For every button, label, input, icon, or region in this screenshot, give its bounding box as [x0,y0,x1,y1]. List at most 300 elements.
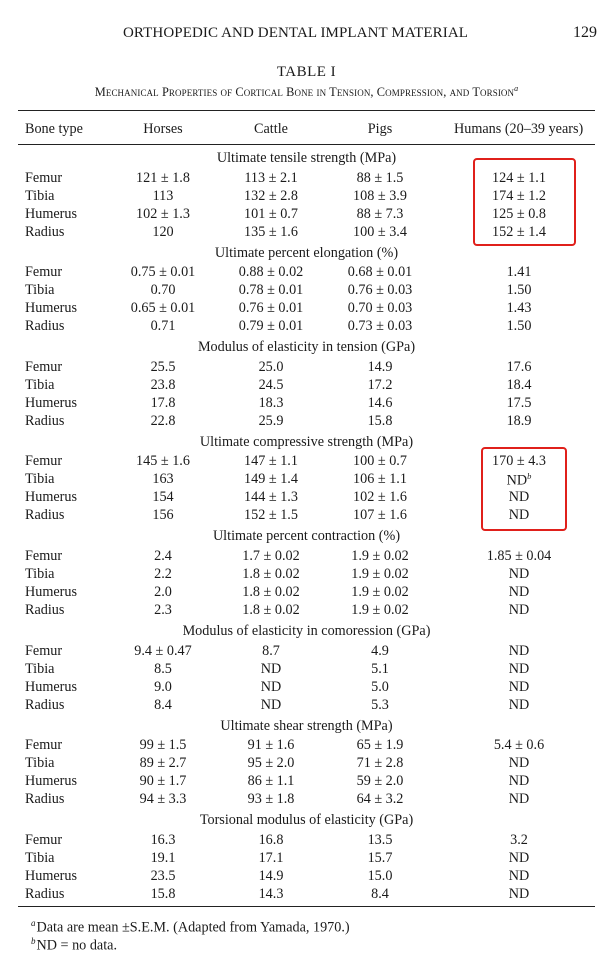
table-cell-horses [103,453,223,470]
cell-value: 15.7 [367,849,393,866]
table-cell-cattle [211,755,331,772]
cell-value: ND [508,507,530,524]
table-cell-horses [103,643,223,660]
column-header-cattle: Cattle [254,121,288,137]
cell-value: ND [508,601,530,618]
table-cell-cattle [211,868,331,885]
cell-value: 5.0 [371,678,389,695]
cell-value: 0.65 ± 0.01 [130,300,196,317]
page-number: 129 [573,24,597,41]
table-cell-humans [459,679,579,696]
cell-value: 86 ± 1.1 [247,773,295,790]
table-cell-horses [103,264,223,281]
cell-value: 18.3 [258,394,284,411]
row-label: Tibia [25,376,55,393]
cell-value: 16.8 [258,831,284,848]
table-cell-cattle [211,643,331,660]
table-cell-horses [103,489,223,506]
cell-value: 1.8 ± 0.02 [242,601,300,618]
cell-value: 1.9 ± 0.02 [351,601,409,618]
table-cell-pigs [320,282,440,299]
cell-value: 71 ± 2.8 [356,755,404,772]
cell-footnote-mark: b [527,471,532,482]
table-cell-humans [459,566,579,583]
table-cell-pigs [320,755,440,772]
table-cell-humans [459,886,579,903]
table-cell-pigs [320,453,440,470]
table-cell-cattle [211,359,331,376]
table-cell-horses [103,395,223,412]
table-cell-cattle [211,489,331,506]
table-cell-pigs [320,791,440,808]
column-header-horses: Horses [143,121,183,137]
table-cell-cattle [211,850,331,867]
row-label: Radius [25,791,65,808]
table-cell-cattle [211,661,331,678]
cell-value: 113 [152,187,174,204]
row-label: Humerus [25,489,78,506]
section-title: Ultimate shear strength (MPa) [220,717,393,734]
cell-value: 102 ± 1.6 [353,489,407,506]
row-label: Radius [25,696,65,713]
table-cell-cattle [211,566,331,583]
table-cell-humans [459,832,579,849]
table-cell-pigs [320,548,440,565]
cell-value: 16.3 [150,831,176,848]
cell-value: 3.2 [510,831,528,848]
table-cell-cattle [211,206,331,223]
table-cell-cattle [211,886,331,903]
footnote-a-text: Data are mean ±S.E.M. (Adapted from Yamada, 1970.) [36,919,350,936]
cell-value: ND [508,696,530,713]
cell-value: 8.7 [262,642,280,659]
cell-value: 0.76 ± 0.03 [347,282,413,299]
table-cell-cattle [211,697,331,714]
table-cell-cattle [211,737,331,754]
cell-value: ND [260,678,282,695]
cell-value: 65 ± 1.9 [356,737,404,754]
column-header-pigs: Pigs [367,121,393,137]
cell-value: 154 [152,489,174,506]
table-cell-pigs [320,471,440,488]
table-cell-pigs [320,300,440,317]
table-cell-humans [459,850,579,867]
row-label: Tibia [25,187,55,204]
cell-value: ND [508,583,530,600]
table-cell-pigs [320,832,440,849]
cell-value: 17.5 [506,394,532,411]
cell-value: 1.50 [506,282,532,299]
row-label: Femur [25,358,63,375]
table-cell-horses [103,224,223,241]
cell-value: 152 ± 1.4 [492,223,546,240]
table-cell-cattle [211,602,331,619]
table-cell-horses [103,679,223,696]
highlight-box-compressive-humans [481,447,567,531]
cell-value: 5.4 ± 0.6 [493,737,545,754]
table-cell-horses [103,206,223,223]
cell-value: 88 ± 7.3 [356,205,404,222]
table-cell-cattle [211,679,331,696]
table-cell-humans [459,413,579,430]
table-cell-pigs [320,679,440,696]
footnote-a-mark: a [31,918,36,928]
table-cell-humans [459,602,579,619]
table-cell-horses [103,188,223,205]
cell-value: 64 ± 3.2 [356,791,404,808]
row-label: Humerus [25,300,78,317]
table-cell-pigs [320,188,440,205]
table-cell-horses [103,584,223,601]
cell-value: 106 ± 1.1 [353,471,407,488]
table-cell-humans [459,318,579,335]
cell-value: 145 ± 1.6 [136,453,190,470]
cell-value: 1.9 ± 0.02 [351,565,409,582]
row-label: Humerus [25,773,78,790]
cell-value: 9.0 [154,678,172,695]
cell-value: 0.73 ± 0.03 [347,318,413,335]
cell-value: 1.85 ± 0.04 [486,547,552,564]
table-cell-pigs [320,566,440,583]
table-cell-horses [103,661,223,678]
row-label: Humerus [25,394,78,411]
cell-value: 8.4 [371,885,389,902]
cell-value: ND [260,696,282,713]
cell-value: 120 [152,223,174,240]
table-cell-pigs [320,737,440,754]
cell-value: 1.9 ± 0.02 [351,547,409,564]
cell-value: 135 ± 1.6 [244,223,298,240]
cell-value: ND [260,660,282,677]
table-cell-cattle [211,471,331,488]
cell-value: 19.1 [150,849,176,866]
section-title: Torsional modulus of elasticity (GPa) [199,812,414,829]
table-cell-horses [103,318,223,335]
highlight-box-tensile-humans [473,158,576,246]
table-cell-pigs [320,584,440,601]
cell-value: 1.50 [506,318,532,335]
cell-value: 14.9 [367,358,393,375]
table-cell-cattle [211,224,331,241]
column-header-humans: Humans (20–39 years) [454,121,584,137]
cell-value: 23.5 [150,867,176,884]
cell-value: 107 ± 1.6 [353,507,407,524]
table-cell-humans [459,773,579,790]
section-title: Ultimate tensile strength (MPa) [216,150,397,166]
cell-value: 93 ± 1.8 [247,791,295,808]
cell-value: 125 ± 0.8 [492,205,546,222]
table-cell-horses [103,868,223,885]
section-title: Modulus of elasticity in comoression (GPa) [182,623,431,639]
table-cell-pigs [320,264,440,281]
cell-value: 24.5 [258,376,284,393]
table-cell-pigs [320,224,440,241]
table-cell-humans [459,395,579,412]
cell-value: 95 ± 2.0 [247,755,295,772]
cell-value: 174 ± 1.2 [492,187,546,204]
column-header-bone-type: Bone type [25,121,83,137]
row-label: Radius [25,318,65,335]
table-cell-horses [103,850,223,867]
footnote-b-text: ND = no data. [36,937,117,954]
cell-value: 14.9 [258,867,284,884]
table-cell-humans [459,697,579,714]
table-cell-horses [103,170,223,187]
table-cell-cattle [211,413,331,430]
row-label: Radius [25,507,65,524]
footnote-b-mark: b [31,936,36,946]
table-cell-cattle [211,318,331,335]
table-cell-humans [459,584,579,601]
row-label: Tibia [25,565,55,582]
cell-value: ND [508,885,530,902]
row-label: Humerus [25,205,78,222]
section-title: Ultimate percent elongation (%) [214,244,399,261]
cell-value: 14.3 [258,885,284,902]
cell-value: 5.3 [371,696,389,713]
cell-value: 121 ± 1.8 [136,169,190,186]
cell-value: 0.75 ± 0.01 [130,264,196,281]
cell-value: 88 ± 1.5 [356,169,404,186]
cell-value: 59 ± 2.0 [356,773,404,790]
cell-value: 2.0 [154,583,172,600]
table-cell-pigs [320,507,440,524]
cell-value: 0.70 [150,282,176,299]
row-label: Femur [25,737,63,754]
running-head [0,25,613,47]
cell-value: 0.79 ± 0.01 [238,318,304,335]
cell-value: 2.3 [154,601,172,618]
table-cell-pigs [320,359,440,376]
row-label: Tibia [25,849,55,866]
table-cell-pigs [320,318,440,335]
cell-value: 0.70 ± 0.03 [347,300,413,317]
table-cell-humans [459,264,579,281]
cell-value: 18.4 [506,376,532,393]
table-cell-humans [459,643,579,660]
cell-value: 124 ± 1.1 [492,169,546,186]
cell-value: 9.4 ± 0.47 [134,642,192,659]
cell-value: 15.8 [150,885,176,902]
row-label: Radius [25,885,65,902]
cell-value: ND [506,473,528,490]
table-cell-pigs [320,643,440,660]
cell-value: 152 ± 1.5 [244,507,298,524]
cell-value: 149 ± 1.4 [244,471,298,488]
table-cell-pigs [320,661,440,678]
table-cell-cattle [211,300,331,317]
cell-value: 8.4 [154,696,172,713]
cell-value: 156 [152,507,174,524]
cell-value: 17.8 [150,394,176,411]
row-label: Femur [25,453,63,470]
cell-value: ND [508,660,530,677]
cell-value: 22.8 [150,412,176,429]
table-cell-pigs [320,489,440,506]
cell-value: ND [508,791,530,808]
table-cell-pigs [320,395,440,412]
table-cell-cattle [211,507,331,524]
table-cell-cattle [211,453,331,470]
table-cell-pigs [320,886,440,903]
table-cell-humans [459,737,579,754]
section-title: Ultimate percent contraction (%) [212,528,401,545]
table-cell-pigs [320,602,440,619]
cell-value: 25.5 [150,358,176,375]
cell-value: 89 ± 2.7 [139,755,187,772]
table-cell-humans [459,282,579,299]
row-label: Tibia [25,282,55,299]
cell-value: 170 ± 4.3 [492,453,546,470]
footnote-b [31,936,117,955]
cell-value: 18.9 [506,412,532,429]
cell-value: 100 ± 3.4 [353,223,407,240]
table-cell-humans [459,377,579,394]
table-cell-cattle [211,548,331,565]
table-cell-horses [103,548,223,565]
cell-value: 94 ± 3.3 [139,791,187,808]
row-label: Radius [25,412,65,429]
table-cell-pigs [320,377,440,394]
table-cell-cattle [211,377,331,394]
table-cell-pigs [320,413,440,430]
table-cell-cattle [211,584,331,601]
cell-value: 13.5 [367,831,393,848]
cell-value: 101 ± 0.7 [244,205,298,222]
table-cell-pigs [320,170,440,187]
cell-value: 1.41 [506,264,532,281]
table-label: TABLE I [276,64,337,80]
row-label: Femur [25,642,63,659]
table-cell-pigs [320,697,440,714]
cell-value: 15.8 [367,412,393,429]
section-title: Ultimate compressive strength (MPa) [199,433,414,450]
table-cell-humans [459,300,579,317]
cell-value: 0.88 ± 0.02 [238,264,304,281]
cell-value: 132 ± 2.8 [244,187,298,204]
header-rule [18,144,595,145]
table-cell-pigs [320,868,440,885]
table-cell-horses [103,886,223,903]
table-cell-cattle [211,832,331,849]
cell-value: 1.8 ± 0.02 [242,565,300,582]
table-cell-cattle [211,264,331,281]
table-cell-horses [103,377,223,394]
table-cell-humans [459,755,579,772]
table-cell-horses [103,602,223,619]
table-cell-horses [103,697,223,714]
cell-value: 163 [152,471,174,488]
table-cell-horses [103,282,223,299]
cell-value: 102 ± 1.3 [136,205,190,222]
cell-value: 100 ± 0.7 [353,453,407,470]
cell-value: 108 ± 3.9 [353,187,407,204]
cell-value: 5.1 [371,660,389,677]
cell-value: 0.68 ± 0.01 [347,264,413,281]
cell-value: ND [508,773,530,790]
table-cell-horses [103,791,223,808]
cell-value: ND [508,755,530,772]
table-cell-humans [459,359,579,376]
cell-value: 17.2 [367,376,393,393]
table-cell-humans [459,868,579,885]
cell-value: 1.43 [506,300,532,317]
table-cell-horses [103,737,223,754]
cell-value: 91 ± 1.6 [247,737,295,754]
table-cell-horses [103,471,223,488]
table-caption [0,84,613,100]
running-title: ORTHOPEDIC AND DENTAL IMPLANT MATERIAL [123,25,469,41]
footnote-a [31,918,350,937]
row-label: Humerus [25,678,78,695]
cell-value: ND [508,565,530,582]
cell-value: 2.2 [154,565,172,582]
table-cell-horses [103,832,223,849]
table-cell-cattle [211,395,331,412]
cell-value: 2.4 [154,547,172,564]
cell-value: 17.6 [506,358,532,375]
table-cell-horses [103,755,223,772]
cell-value: 144 ± 1.3 [244,489,298,506]
table-cell-horses [103,507,223,524]
cell-value: 0.76 ± 0.01 [238,300,304,317]
section-title: Modulus of elasticity in tension (GPa) [197,339,416,356]
table-caption-text: Mechanical Properties of Cortical Bone in Tension, Compression, and Torsion [94,85,515,100]
row-label: Humerus [25,867,78,884]
row-label: Radius [25,601,65,618]
cell-value: ND [508,867,530,884]
cell-value: 15.0 [367,867,393,884]
cell-value: 8.5 [154,660,172,677]
table-cell-horses [103,359,223,376]
caption-footnote-mark: a [514,84,519,93]
table-cell-horses [103,413,223,430]
table-cell-horses [103,566,223,583]
cell-value: ND [508,849,530,866]
table-cell-humans [459,548,579,565]
table-cell-pigs [320,206,440,223]
table-cell-cattle [211,791,331,808]
row-label: Femur [25,169,63,186]
cell-value: 25.0 [258,358,284,375]
cell-value: ND [508,489,530,506]
table-cell-humans [459,791,579,808]
cell-value: 4.9 [371,642,389,659]
cell-value: 1.8 ± 0.02 [242,583,300,600]
table-cell-cattle [211,188,331,205]
table-cell-horses [103,300,223,317]
table-cell-cattle [211,170,331,187]
cell-value: 0.78 ± 0.01 [238,282,304,299]
cell-value: ND [508,678,530,695]
table-bottom-rule [18,906,595,907]
cell-value: 99 ± 1.5 [139,737,187,754]
table-top-rule [18,110,595,111]
table-cell-cattle [211,282,331,299]
cell-value: 113 ± 2.1 [244,169,298,186]
cell-value: 23.8 [150,376,176,393]
row-label: Humerus [25,583,78,600]
row-label: Tibia [25,755,55,772]
row-label: Tibia [25,660,55,677]
row-label: Femur [25,264,63,281]
row-label: Femur [25,831,63,848]
table-cell-horses [103,773,223,790]
table-cell-pigs [320,850,440,867]
cell-value: 14.6 [367,394,393,411]
cell-value: ND [508,642,530,659]
row-label: Femur [25,547,63,564]
